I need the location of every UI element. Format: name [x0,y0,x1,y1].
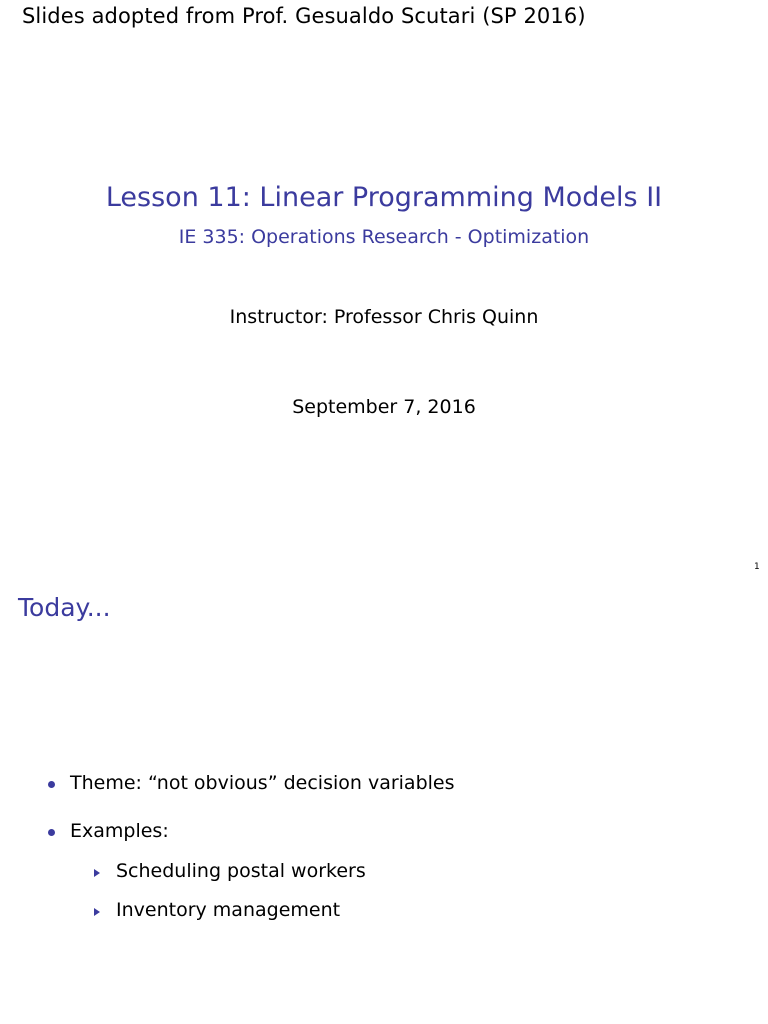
instructor-name: Instructor: Professor Chris Quinn [229,306,539,328]
credit-line: Slides adopted from Prof. Gesualdo Scutari (SP 2016) [22,4,586,28]
filled-circle-bullet-icon [48,781,55,788]
triangle-bullet-icon [94,908,100,916]
page-number: 1 [754,562,760,572]
lesson-title: Lesson 11: Linear Programming Models II [105,182,663,213]
sub-item-scheduling: Scheduling postal workers [116,860,366,882]
course-subtitle: IE 335: Operations Research - Optimization [178,226,590,248]
triangle-bullet-icon [94,869,100,877]
bullet-item-theme: Theme: “not obvious” decision variables [70,772,455,794]
sub-item-inventory: Inventory management [116,899,341,921]
bullet-item-examples: Examples: [70,820,169,842]
slide-heading: Today... [18,593,111,622]
filled-circle-bullet-icon [48,829,55,836]
lecture-date: September 7, 2016 [292,396,476,418]
